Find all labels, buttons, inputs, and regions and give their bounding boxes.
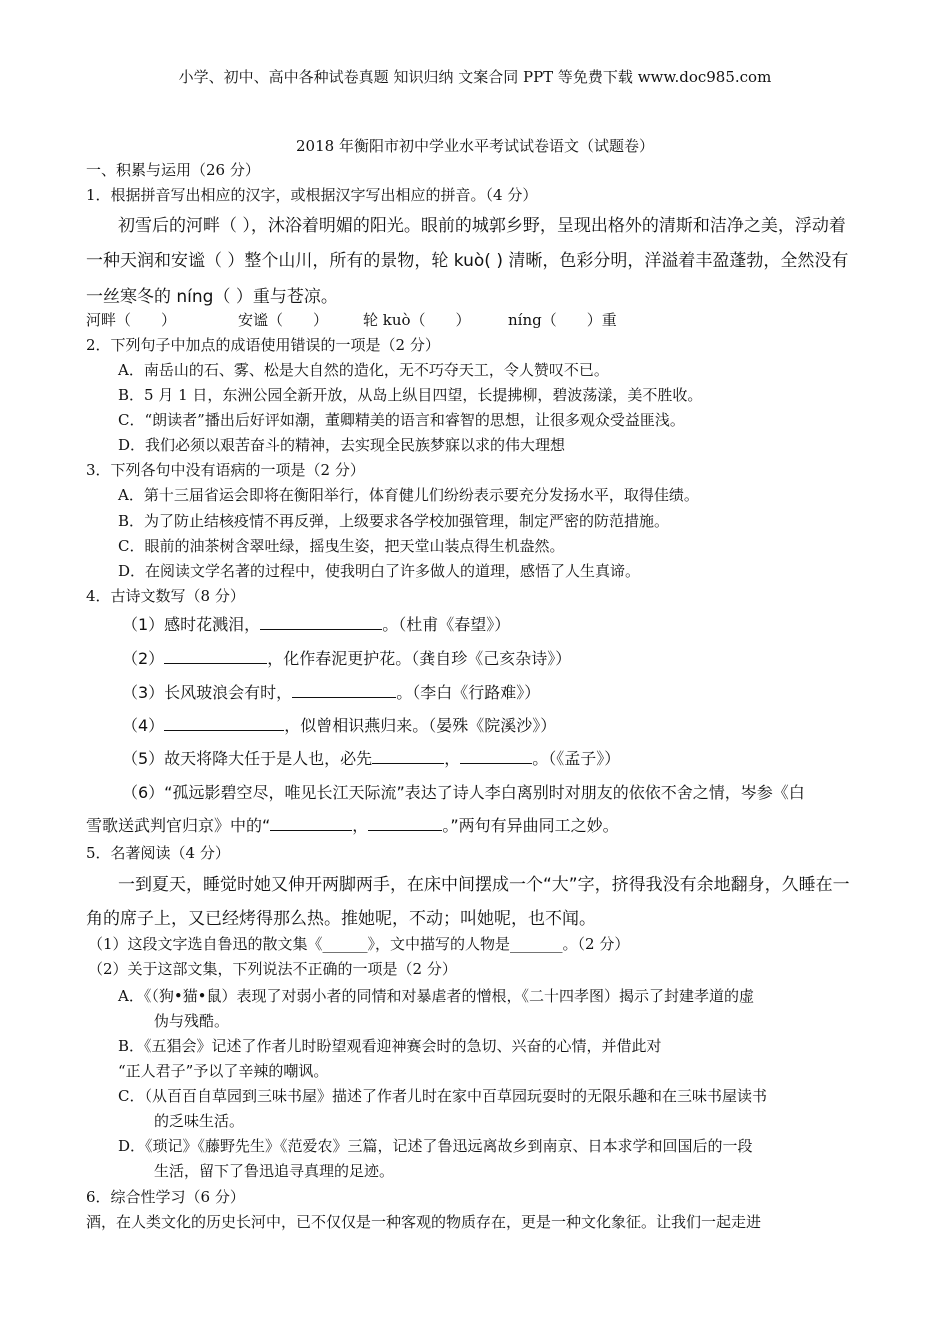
answer-blank[interactable] — [164, 714, 284, 731]
q4-stem: 4．古诗文数写（8 分） — [86, 587, 245, 605]
q6-intro: 酒，在人类文化的历史长河中，已不仅仅是一种客观的物质存在，更是一种文化象征。让我们一起走进 — [86, 1213, 762, 1231]
q2-option[interactable]: B．5 月 1 日，东洲公园全新开放，从岛上纵目四望，长提拂柳，碧波荡漾，美不胜收。 — [118, 386, 703, 404]
q5-option[interactable]: D．《琐记》《藤野先生》《范爱农》三篇，记述了鲁迅远离故乡到南京、日本求学和回国后的一段 — [118, 1137, 753, 1155]
q1-answer-blank[interactable]: 安谧（ ） — [238, 311, 329, 329]
q1-paragraph-line: 一种天润和安谧（ ）整个山川，所有的景物，轮 kuò( ) 清晰，色彩分明，洋溢着丰盈蓬勃，全然没有 — [86, 251, 849, 271]
q5-paragraph-line: 一到夏天，睡觉时她又伸开两脚两手，在床中间摆成一个“大”字，挤得我没有余地翻身，久睡在一 — [118, 875, 850, 895]
q5-option-cont: “正人君子”予以了辛辣的嘲讽。 — [118, 1062, 329, 1080]
q4-item-6-cont: 雪歌送武判官归京》中的“ ， 。”两句有异曲同工之妙。 — [86, 816, 619, 835]
answer-blank[interactable] — [292, 681, 396, 698]
q4-item-4: （4） ，似曾相识燕归来。（晏殊《院溪沙》） — [122, 716, 557, 735]
q2-option[interactable]: D．我们必须以艰苦奋斗的精神，去实现全民族梦寐以求的伟大理想 — [118, 436, 566, 454]
q5-option-cont: 伪与残酷。 — [154, 1012, 230, 1030]
q5-option[interactable]: B．《五猖会》记述了作者儿时盼望观看迎神赛会时的急切、兴奋的心情，并借此对 — [118, 1037, 662, 1055]
q5-option[interactable]: A．《（狗•猫•鼠）表现了对弱小者的同情和对暴虐者的憎根，《二十四孝图）揭示了封建孝道的虚 — [118, 987, 755, 1005]
q4-item-3: （3）长风玻浪会有时， 。（李白《行路难》） — [122, 683, 541, 702]
q5-sub-question: （1）这段文字选自鲁迅的散文集《______》，文中描写的人物是_______。（2 分） — [88, 935, 630, 953]
q5-option-cont: 的乏味生活。 — [154, 1112, 245, 1130]
q1-paragraph-line: 初雪后的河畔（ ），沐浴着明媚的阳光。眼前的城郭乡野，呈现出格外的清斯和洁净之美，浮动着 — [118, 216, 846, 236]
q4-item-2: （2） ，化作春泥更护花。（龚自珍《己亥杂诗》） — [122, 649, 572, 668]
q3-stem: 3．下列各句中没有语病的一项是（2 分） — [86, 461, 365, 479]
q4-item-1: （1）感时花溅泪， 。（杜甫《春望》） — [122, 615, 511, 634]
q1-answer-blank[interactable]: 河畔（ ） — [86, 311, 177, 329]
q2-option[interactable]: A．南岳山的石、雾、松是大自然的造化，无不巧夺天工，令人赞叹不已。 — [118, 361, 609, 379]
q3-option[interactable]: C．眼前的油茶树含翠吐绿，摇曳生姿，把天堂山装点得生机盎然。 — [118, 537, 565, 555]
q5-option-cont: 生活，留下了鲁迅追寻真理的足迹。 — [154, 1162, 395, 1180]
page-title: 2018 年衡阳市初中学业水平考试试卷语文（试题卷） — [296, 137, 654, 155]
q4-item-5: （5）故天将降大任于是人也，必先 ， 。（《孟子》） — [122, 749, 621, 768]
answer-blank[interactable] — [260, 613, 382, 630]
answer-blank[interactable] — [164, 647, 267, 664]
q1-paragraph-line: 一丝寒冬的 níng（ ）重与苍凉。 — [86, 287, 338, 307]
q3-option[interactable]: D．在阅读文学名著的过程中，使我明白了许多做人的道理，感悟了人生真谛。 — [118, 562, 641, 580]
answer-blank[interactable] — [270, 814, 352, 831]
q5-option[interactable]: C．（从百百自草园到三味书屋》描述了作者儿时在家中百草园玩耍时的无限乐趣和在三味书屋读书 — [118, 1087, 767, 1105]
q4-item-6: （6）“孤远影碧空尽，唯见长江天际流”表达了诗人李白离别时对朋友的依依不舍之情，岑参《白 — [122, 783, 805, 802]
q1-answer-blank[interactable]: 轮 kuò（ ） — [363, 311, 471, 329]
q5-stem: 5．名著阅读（4 分） — [86, 844, 230, 862]
section-heading: 一、积累与运用（26 分） — [86, 161, 260, 179]
q5-paragraph-line: 角的席子上，又已经烤得那么热。推她呢，不动；叫她呢，也不闻。 — [86, 909, 596, 929]
answer-blank[interactable] — [368, 814, 442, 831]
q1-stem: 1．根据拼音写出相应的汉字，或根据汉字写出相应的拼音。（4 分） — [86, 186, 538, 204]
answer-blank[interactable] — [460, 747, 532, 764]
answer-blank[interactable] — [372, 747, 444, 764]
q1-answer-blank[interactable]: níng（ ）重 — [508, 311, 617, 329]
q3-option[interactable]: B．为了防止结核疫情不再反弹，上级要求各学校加强管理，制定严密的防范措施。 — [118, 512, 670, 530]
q2-stem: 2．下列句子中加点的成语使用错误的一项是（2 分） — [86, 336, 440, 354]
q2-option[interactable]: C．“朗读者”播出后好评如潮，董卿精美的语言和睿智的思想，让很多观众受益匪浅。 — [118, 411, 685, 429]
q5-sub-question: （2）关于这部文集，下列说法不正确的一项是（2 分） — [88, 960, 457, 978]
q6-stem: 6．综合性学习（6 分） — [86, 1188, 245, 1206]
q3-option[interactable]: A．第十三届省运会即将在衡阳举行，体育健儿们纷纷表示要充分发扬水平，取得佳绩。 — [118, 486, 699, 504]
site-header: 小学、初中、高中各种试卷真题 知识归纳 文案合同 PPT 等免费下载 www.doc985.com — [178, 68, 772, 86]
